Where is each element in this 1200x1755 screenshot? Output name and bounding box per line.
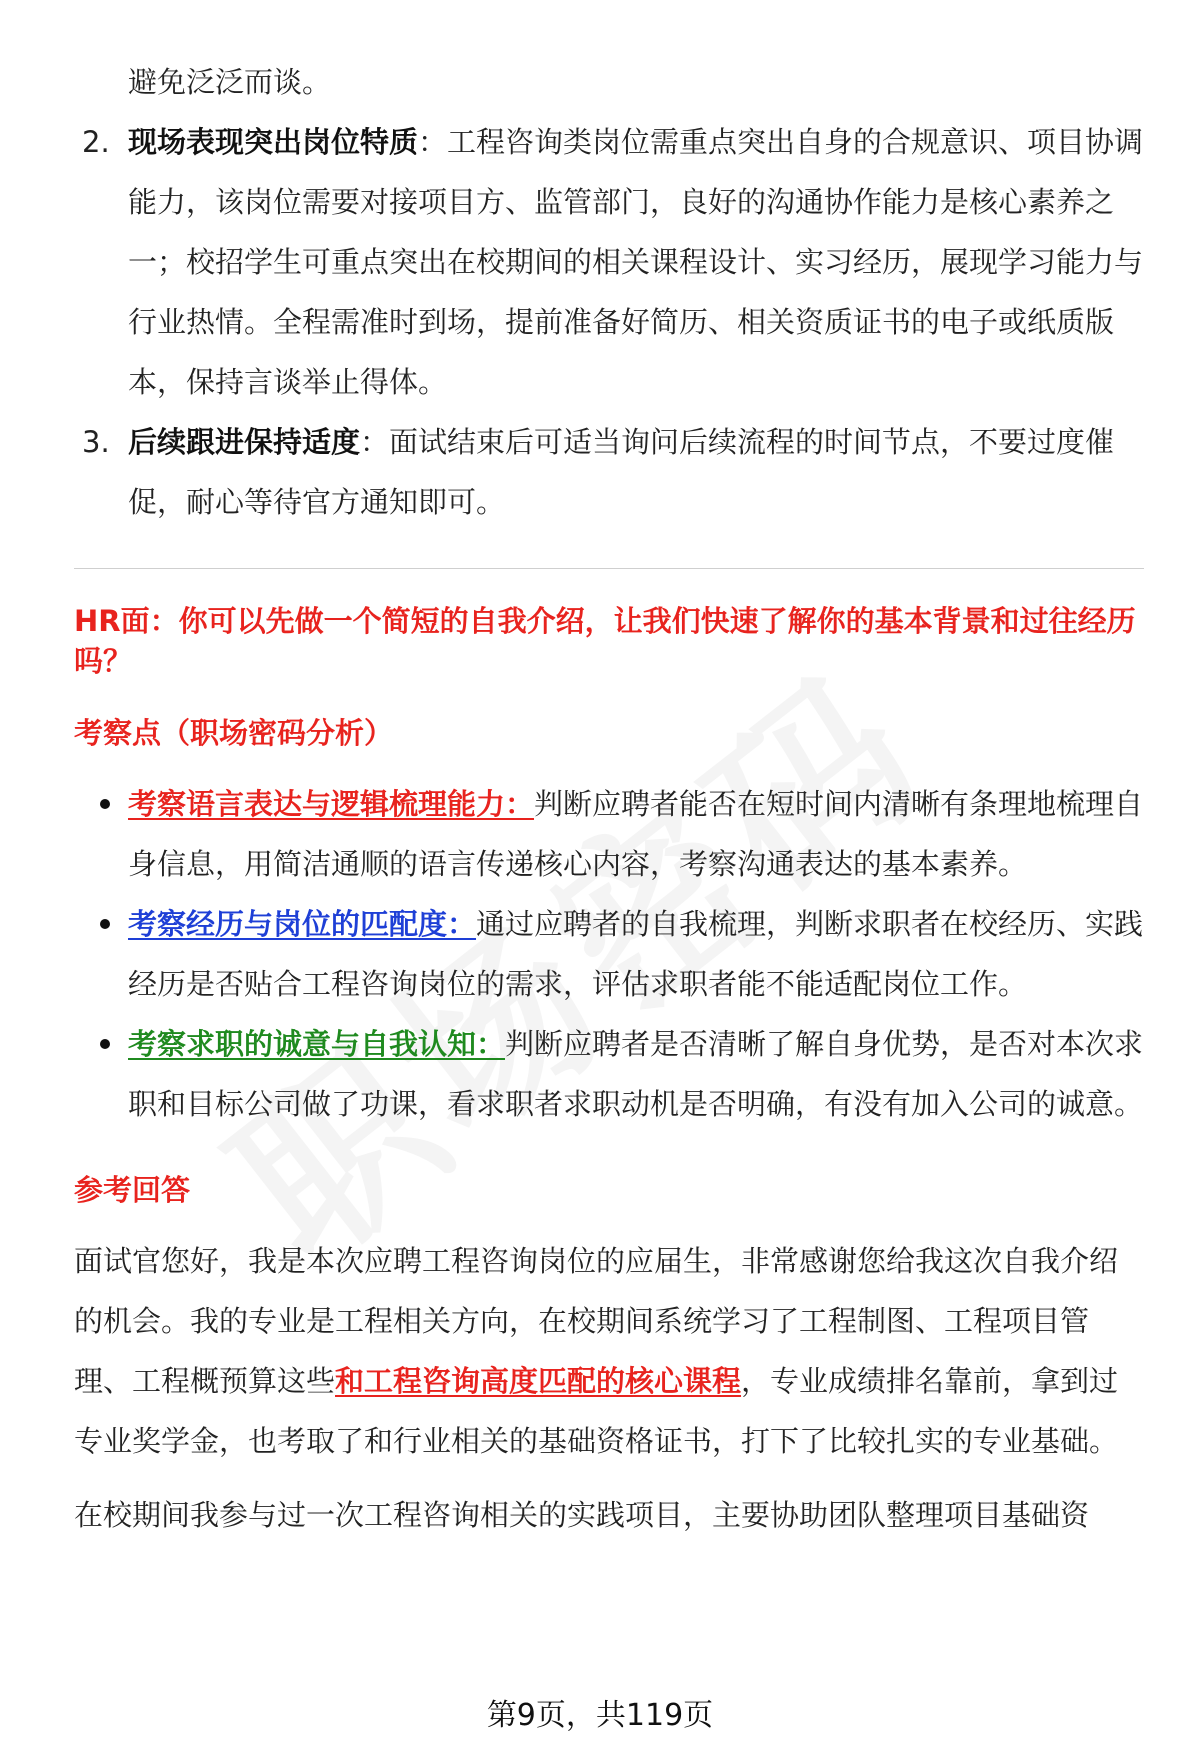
list-number: 3. xyxy=(82,425,110,459)
list-item xyxy=(74,412,1144,532)
assessment-item xyxy=(74,774,1144,894)
list-item xyxy=(74,112,1144,412)
list-item-text: 工程咨询类岗位需重点突出自身的合规意识、项目协调能力，该岗位需要对接项目方、监管部门，良好的沟通协作能力是核心素养之一；校招学生可重点突出在校期间的相关课程设计、实习经历，展现学习能力与行业热情。全程需准时到场，提前准备好简历、相关资质证书的电子或纸质版本，保持言谈举止得体。 xyxy=(128,125,1144,399)
bullet-dot xyxy=(100,1039,110,1049)
answer-text: ，专业成绩排名靠前，拿到过专业奖学金，也考取了和行业相关的基础资格证书，打下了比较扎实的专业基础。 xyxy=(74,1364,1119,1458)
assessment-item xyxy=(74,1014,1144,1134)
answer-highlight: 和工程咨询高度匹配的核心课程 xyxy=(335,1364,742,1398)
assessment-text: 通过应聘者的自我梳理，判断求职者在校经历、实践经历是否贴合工程咨询岗位的需求，评估求职者能不能适配岗位工作。 xyxy=(128,907,1144,1001)
assessment-keyword: 考察求职的诚意与自我认知： xyxy=(128,1027,506,1061)
answer-paragraph: 在校期间我参与过一次工程咨询相关的实践项目，主要协助团队整理项目基础资 xyxy=(74,1498,1090,1532)
assessment-text: 判断应聘者是否清晰了解自身优势，是否对本次求职和目标公司做了功课，看求职者求职动机是否明确，有没有加入公司的诚意。 xyxy=(128,1027,1144,1121)
bullet-dot xyxy=(100,919,110,929)
list-item-sep: ： xyxy=(360,425,390,459)
bullet-dot xyxy=(100,799,110,809)
list-item-title: 后续跟进保持适度 xyxy=(128,425,361,459)
answer-text: 面试官您好，我是本次应聘工程咨询岗位的应届生，非常感谢您给我这次自我介绍的机会。我的专业是工程相关方向，在校期间系统学习了工程制图、工程项目管理、工程概预算这些 xyxy=(74,1244,1119,1398)
assessment-title: 考察点（职场密码分析） xyxy=(74,716,394,750)
assessment-keyword: 考察语言表达与逻辑梳理能力： xyxy=(128,787,535,821)
assessment-text: 判断应聘者能否在短时间内清晰有条理地梳理自身信息，用简洁通顺的语言传递核心内容，考察沟通表达的基本素养。 xyxy=(128,787,1144,881)
answer-paragraph xyxy=(74,1231,1144,1471)
answer-title: 参考回答 xyxy=(74,1173,191,1207)
page-content xyxy=(74,52,1144,1545)
list-item-title: 现场表现突出岗位特质 xyxy=(128,125,419,159)
assessment-keyword: 考察经历与岗位的匹配度： xyxy=(128,907,477,941)
list-item-sep: ： xyxy=(418,125,448,159)
list-item-text: 面试结束后可适当询问后续流程的时间节点，不要过度催促，耐心等待官方通知即可。 xyxy=(128,425,1115,519)
page-footer: 第9页，共119页 xyxy=(486,1698,714,1733)
list-number: 2. xyxy=(82,125,110,159)
prev-tail-text: 避免泛泛而谈。 xyxy=(128,65,332,99)
interview-question: HR面：你可以先做一个简短的自我介绍，让我们快速了解你的基本背景和过往经历吗？ xyxy=(74,604,1136,678)
section-divider xyxy=(74,568,1144,569)
assessment-item xyxy=(74,894,1144,1014)
